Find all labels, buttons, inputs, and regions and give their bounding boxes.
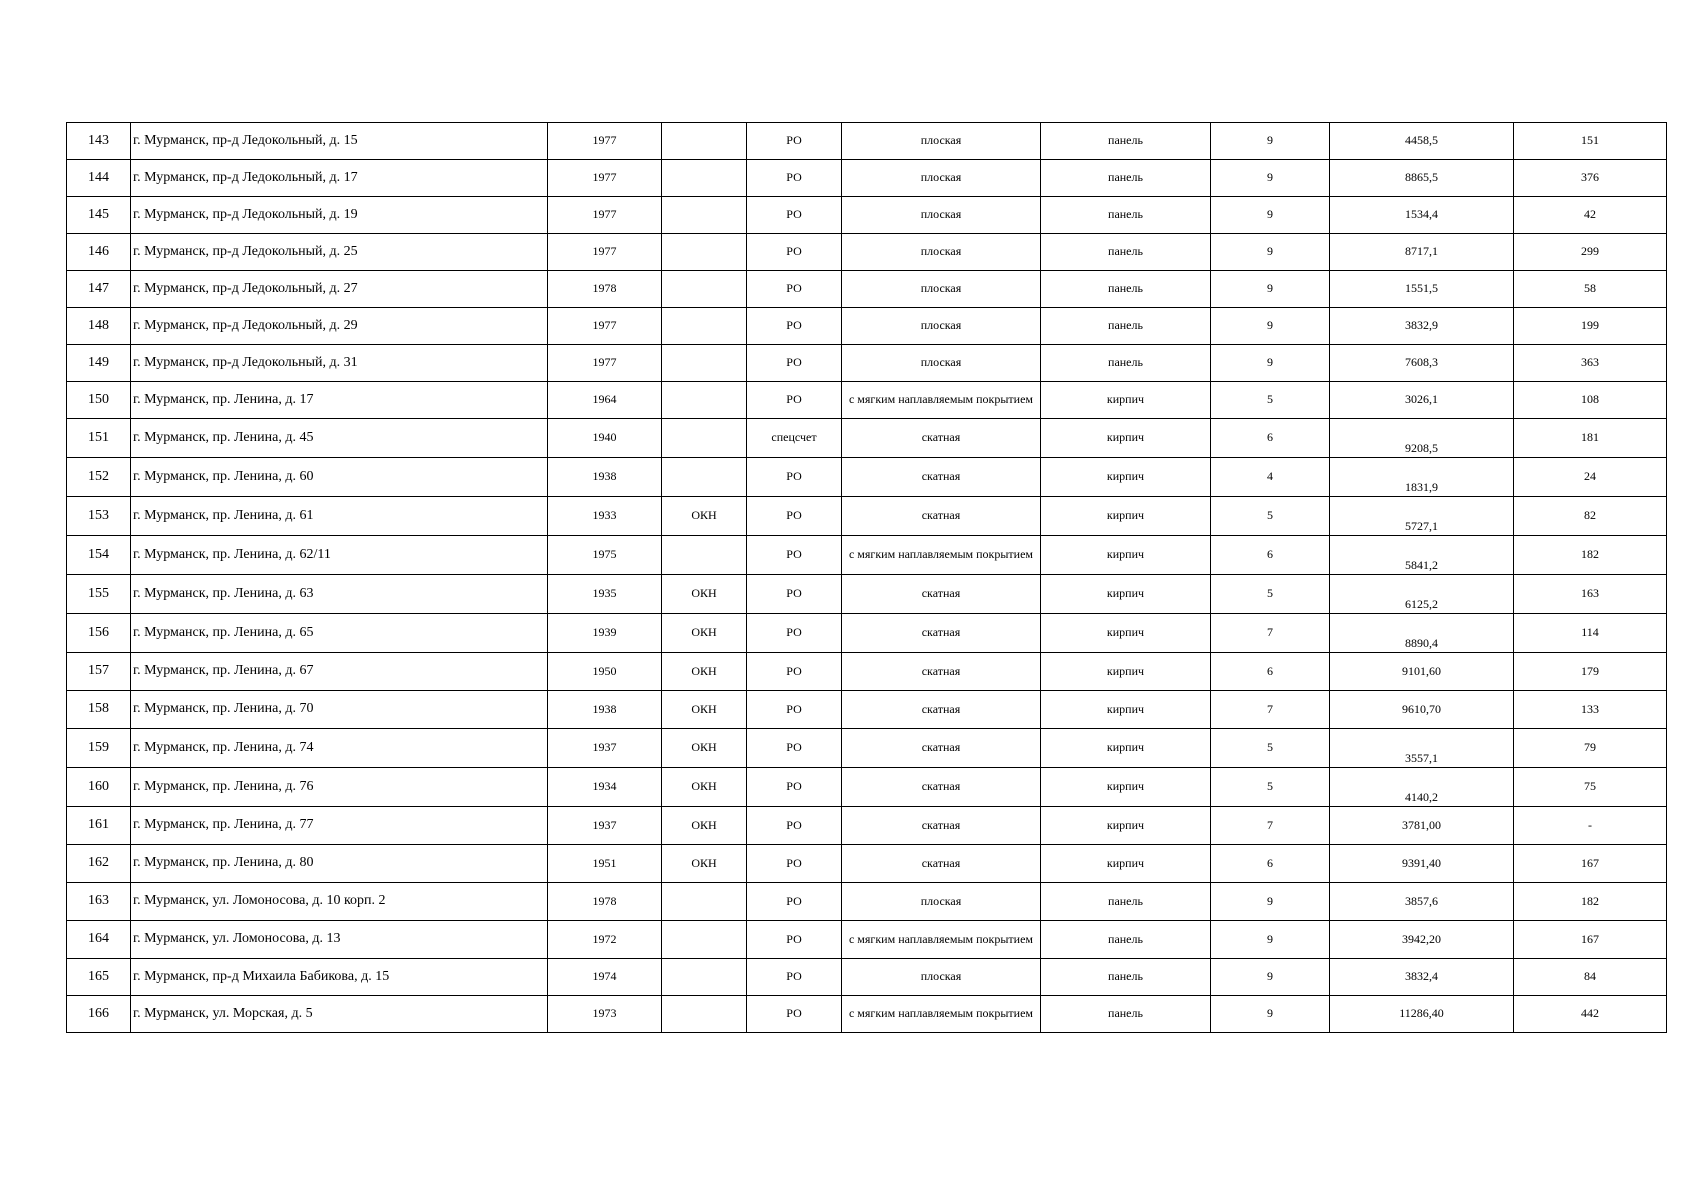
year-cell: 1978 bbox=[548, 271, 662, 308]
okn-cell bbox=[662, 996, 747, 1033]
address-cell: г. Мурманск, пр-д Михаила Бабикова, д. 15 bbox=[131, 959, 548, 996]
year-cell: 1940 bbox=[548, 419, 662, 458]
ro-cell: РО bbox=[747, 345, 842, 382]
table-row bbox=[67, 768, 1667, 807]
area-cell: 3832,9 bbox=[1330, 308, 1514, 345]
wall-material-cell: кирпич bbox=[1041, 458, 1211, 497]
ro-cell: РО bbox=[747, 845, 842, 883]
ro-cell: РО bbox=[747, 197, 842, 234]
roof-type-cell: скатная bbox=[842, 497, 1041, 536]
area-cell: 3857,6 bbox=[1330, 883, 1514, 921]
ro-cell: РО bbox=[747, 271, 842, 308]
row-number-cell: 155 bbox=[67, 575, 131, 614]
roof-type-cell: плоская bbox=[842, 123, 1041, 160]
row-number-cell: 157 bbox=[67, 653, 131, 691]
year-cell: 1977 bbox=[548, 234, 662, 271]
roof-type-cell: плоская bbox=[842, 197, 1041, 234]
year-cell: 1977 bbox=[548, 308, 662, 345]
year-cell: 1934 bbox=[548, 768, 662, 807]
ro-cell: РО bbox=[747, 123, 842, 160]
roof-type-cell: плоская bbox=[842, 160, 1041, 197]
row-number-cell: 158 bbox=[67, 691, 131, 729]
roof-type-cell: скатная bbox=[842, 653, 1041, 691]
okn-cell bbox=[662, 921, 747, 959]
wall-material-cell: панель bbox=[1041, 996, 1211, 1033]
count-cell: 163 bbox=[1514, 575, 1667, 614]
count-cell: 181 bbox=[1514, 419, 1667, 458]
row-number-cell: 144 bbox=[67, 160, 131, 197]
floors-cell: 9 bbox=[1211, 308, 1330, 345]
area-cell: 3942,20 bbox=[1330, 921, 1514, 959]
floors-cell: 9 bbox=[1211, 883, 1330, 921]
okn-cell: ОКН bbox=[662, 691, 747, 729]
count-cell: 79 bbox=[1514, 729, 1667, 768]
row-number-cell: 165 bbox=[67, 959, 131, 996]
ro-cell: РО bbox=[747, 959, 842, 996]
address-cell: г. Мурманск, пр-д Ледокольный, д. 15 bbox=[131, 123, 548, 160]
wall-material-cell: кирпич bbox=[1041, 729, 1211, 768]
count-cell: 108 bbox=[1514, 382, 1667, 419]
ro-cell: РО bbox=[747, 768, 842, 807]
year-cell: 1939 bbox=[548, 614, 662, 653]
count-cell: 167 bbox=[1514, 845, 1667, 883]
address-cell: г. Мурманск, ул. Ломоносова, д. 10 корп. 2 bbox=[131, 883, 548, 921]
count-cell: 42 bbox=[1514, 197, 1667, 234]
wall-material-cell: панель bbox=[1041, 959, 1211, 996]
row-number-cell: 163 bbox=[67, 883, 131, 921]
okn-cell bbox=[662, 345, 747, 382]
area-cell: 1534,4 bbox=[1330, 197, 1514, 234]
floors-cell: 9 bbox=[1211, 160, 1330, 197]
wall-material-cell: панель bbox=[1041, 883, 1211, 921]
wall-material-cell: панель bbox=[1041, 271, 1211, 308]
address-cell: г. Мурманск, пр. Ленина, д. 65 bbox=[131, 614, 548, 653]
floors-cell: 9 bbox=[1211, 271, 1330, 308]
table-row bbox=[67, 197, 1667, 234]
roof-type-cell: плоская bbox=[842, 345, 1041, 382]
count-cell: 442 bbox=[1514, 996, 1667, 1033]
roof-type-cell: скатная bbox=[842, 614, 1041, 653]
wall-material-cell: кирпич bbox=[1041, 807, 1211, 845]
floors-cell: 9 bbox=[1211, 123, 1330, 160]
row-number-cell: 156 bbox=[67, 614, 131, 653]
address-cell: г. Мурманск, пр. Ленина, д. 67 bbox=[131, 653, 548, 691]
row-number-cell: 150 bbox=[67, 382, 131, 419]
roof-type-cell: с мягким наплавляемым покрытием bbox=[842, 996, 1041, 1033]
ro-cell: РО bbox=[747, 308, 842, 345]
floors-cell: 9 bbox=[1211, 996, 1330, 1033]
housing-register-table bbox=[66, 122, 1667, 1033]
floors-cell: 9 bbox=[1211, 197, 1330, 234]
row-number-cell: 160 bbox=[67, 768, 131, 807]
ro-cell: РО bbox=[747, 575, 842, 614]
year-cell: 1964 bbox=[548, 382, 662, 419]
roof-type-cell: с мягким наплавляемым покрытием bbox=[842, 536, 1041, 575]
ro-cell: РО bbox=[747, 996, 842, 1033]
year-cell: 1977 bbox=[548, 197, 662, 234]
count-cell: 82 bbox=[1514, 497, 1667, 536]
table-row bbox=[67, 996, 1667, 1033]
okn-cell: ОКН bbox=[662, 807, 747, 845]
wall-material-cell: панель bbox=[1041, 123, 1211, 160]
ro-cell: РО bbox=[747, 807, 842, 845]
row-number-cell: 152 bbox=[67, 458, 131, 497]
roof-type-cell: плоская bbox=[842, 883, 1041, 921]
area-cell: 3557,1 bbox=[1330, 729, 1514, 768]
address-cell: г. Мурманск, пр. Ленина, д. 76 bbox=[131, 768, 548, 807]
address-cell: г. Мурманск, пр. Ленина, д. 77 bbox=[131, 807, 548, 845]
year-cell: 1972 bbox=[548, 921, 662, 959]
address-cell: г. Мурманск, пр. Ленина, д. 62/11 bbox=[131, 536, 548, 575]
count-cell: 75 bbox=[1514, 768, 1667, 807]
address-cell: г. Мурманск, пр. Ленина, д. 80 bbox=[131, 845, 548, 883]
wall-material-cell: кирпич bbox=[1041, 653, 1211, 691]
floors-cell: 9 bbox=[1211, 234, 1330, 271]
ro-cell: РО bbox=[747, 653, 842, 691]
year-cell: 1978 bbox=[548, 883, 662, 921]
floors-cell: 7 bbox=[1211, 691, 1330, 729]
year-cell: 1950 bbox=[548, 653, 662, 691]
row-number-cell: 146 bbox=[67, 234, 131, 271]
roof-type-cell: скатная bbox=[842, 729, 1041, 768]
roof-type-cell: скатная bbox=[842, 575, 1041, 614]
year-cell: 1938 bbox=[548, 691, 662, 729]
count-cell: 182 bbox=[1514, 536, 1667, 575]
table-row bbox=[67, 382, 1667, 419]
roof-type-cell: с мягким наплавляемым покрытием bbox=[842, 921, 1041, 959]
okn-cell bbox=[662, 271, 747, 308]
row-number-cell: 162 bbox=[67, 845, 131, 883]
year-cell: 1935 bbox=[548, 575, 662, 614]
okn-cell bbox=[662, 883, 747, 921]
address-cell: г. Мурманск, пр-д Ледокольный, д. 25 bbox=[131, 234, 548, 271]
table-row bbox=[67, 614, 1667, 653]
okn-cell bbox=[662, 458, 747, 497]
roof-type-cell: скатная bbox=[842, 691, 1041, 729]
floors-cell: 6 bbox=[1211, 536, 1330, 575]
ro-cell: РО bbox=[747, 234, 842, 271]
ro-cell: РО bbox=[747, 160, 842, 197]
row-number-cell: 161 bbox=[67, 807, 131, 845]
wall-material-cell: панель bbox=[1041, 345, 1211, 382]
wall-material-cell: кирпич bbox=[1041, 497, 1211, 536]
wall-material-cell: панель bbox=[1041, 234, 1211, 271]
row-number-cell: 154 bbox=[67, 536, 131, 575]
table-row bbox=[67, 807, 1667, 845]
table-row bbox=[67, 575, 1667, 614]
okn-cell bbox=[662, 382, 747, 419]
area-cell: 9610,70 bbox=[1330, 691, 1514, 729]
area-cell: 9101,60 bbox=[1330, 653, 1514, 691]
floors-cell: 4 bbox=[1211, 458, 1330, 497]
row-number-cell: 153 bbox=[67, 497, 131, 536]
year-cell: 1977 bbox=[548, 123, 662, 160]
count-cell: - bbox=[1514, 807, 1667, 845]
ro-cell: РО bbox=[747, 729, 842, 768]
floors-cell: 7 bbox=[1211, 807, 1330, 845]
floors-cell: 5 bbox=[1211, 575, 1330, 614]
table-row bbox=[67, 497, 1667, 536]
year-cell: 1951 bbox=[548, 845, 662, 883]
wall-material-cell: кирпич bbox=[1041, 536, 1211, 575]
okn-cell: ОКН bbox=[662, 729, 747, 768]
row-number-cell: 166 bbox=[67, 996, 131, 1033]
address-cell: г. Мурманск, пр. Ленина, д. 61 bbox=[131, 497, 548, 536]
table-row bbox=[67, 883, 1667, 921]
address-cell: г. Мурманск, пр. Ленина, д. 17 bbox=[131, 382, 548, 419]
wall-material-cell: панель bbox=[1041, 921, 1211, 959]
count-cell: 299 bbox=[1514, 234, 1667, 271]
table-row bbox=[67, 921, 1667, 959]
address-cell: г. Мурманск, пр. Ленина, д. 45 bbox=[131, 419, 548, 458]
wall-material-cell: панель bbox=[1041, 197, 1211, 234]
area-cell: 7608,3 bbox=[1330, 345, 1514, 382]
roof-type-cell: скатная bbox=[842, 458, 1041, 497]
floors-cell: 5 bbox=[1211, 729, 1330, 768]
okn-cell bbox=[662, 234, 747, 271]
wall-material-cell: кирпич bbox=[1041, 382, 1211, 419]
floors-cell: 6 bbox=[1211, 845, 1330, 883]
roof-type-cell: плоская bbox=[842, 234, 1041, 271]
table-row bbox=[67, 536, 1667, 575]
ro-cell: РО bbox=[747, 614, 842, 653]
floors-cell: 7 bbox=[1211, 614, 1330, 653]
count-cell: 182 bbox=[1514, 883, 1667, 921]
count-cell: 199 bbox=[1514, 308, 1667, 345]
area-cell: 3832,4 bbox=[1330, 959, 1514, 996]
count-cell: 133 bbox=[1514, 691, 1667, 729]
table-row bbox=[67, 345, 1667, 382]
wall-material-cell: кирпич bbox=[1041, 419, 1211, 458]
okn-cell bbox=[662, 536, 747, 575]
count-cell: 58 bbox=[1514, 271, 1667, 308]
address-cell: г. Мурманск, пр-д Ледокольный, д. 31 bbox=[131, 345, 548, 382]
okn-cell: ОКН bbox=[662, 497, 747, 536]
ro-cell: РО bbox=[747, 458, 842, 497]
ro-cell: РО bbox=[747, 382, 842, 419]
address-cell: г. Мурманск, пр-д Ледокольный, д. 17 bbox=[131, 160, 548, 197]
year-cell: 1937 bbox=[548, 729, 662, 768]
ro-cell: РО bbox=[747, 883, 842, 921]
wall-material-cell: панель bbox=[1041, 308, 1211, 345]
okn-cell bbox=[662, 160, 747, 197]
row-number-cell: 148 bbox=[67, 308, 131, 345]
row-number-cell: 164 bbox=[67, 921, 131, 959]
okn-cell bbox=[662, 123, 747, 160]
count-cell: 84 bbox=[1514, 959, 1667, 996]
count-cell: 24 bbox=[1514, 458, 1667, 497]
count-cell: 114 bbox=[1514, 614, 1667, 653]
okn-cell bbox=[662, 419, 747, 458]
okn-cell: ОКН bbox=[662, 768, 747, 807]
row-number-cell: 147 bbox=[67, 271, 131, 308]
floors-cell: 6 bbox=[1211, 653, 1330, 691]
okn-cell bbox=[662, 959, 747, 996]
wall-material-cell: панель bbox=[1041, 160, 1211, 197]
wall-material-cell: кирпич bbox=[1041, 691, 1211, 729]
floors-cell: 5 bbox=[1211, 768, 1330, 807]
address-cell: г. Мурманск, пр. Ленина, д. 70 bbox=[131, 691, 548, 729]
row-number-cell: 143 bbox=[67, 123, 131, 160]
year-cell: 1937 bbox=[548, 807, 662, 845]
table-row bbox=[67, 271, 1667, 308]
table-row bbox=[67, 419, 1667, 458]
table-row bbox=[67, 234, 1667, 271]
area-cell: 1831,9 bbox=[1330, 458, 1514, 497]
roof-type-cell: плоская bbox=[842, 271, 1041, 308]
address-cell: г. Мурманск, пр-д Ледокольный, д. 27 bbox=[131, 271, 548, 308]
okn-cell bbox=[662, 197, 747, 234]
table-row bbox=[67, 308, 1667, 345]
area-cell: 4140,2 bbox=[1330, 768, 1514, 807]
ro-cell: спецсчет bbox=[747, 419, 842, 458]
area-cell: 3026,1 bbox=[1330, 382, 1514, 419]
area-cell: 9391,40 bbox=[1330, 845, 1514, 883]
ro-cell: РО bbox=[747, 691, 842, 729]
floors-cell: 6 bbox=[1211, 419, 1330, 458]
row-number-cell: 145 bbox=[67, 197, 131, 234]
table-row bbox=[67, 845, 1667, 883]
count-cell: 376 bbox=[1514, 160, 1667, 197]
floors-cell: 9 bbox=[1211, 345, 1330, 382]
row-number-cell: 149 bbox=[67, 345, 131, 382]
ro-cell: РО bbox=[747, 921, 842, 959]
table-row bbox=[67, 160, 1667, 197]
table-body bbox=[67, 123, 1667, 1033]
address-cell: г. Мурманск, пр-д Ледокольный, д. 19 bbox=[131, 197, 548, 234]
address-cell: г. Мурманск, пр. Ленина, д. 63 bbox=[131, 575, 548, 614]
ro-cell: РО bbox=[747, 536, 842, 575]
okn-cell: ОКН bbox=[662, 575, 747, 614]
table-row bbox=[67, 959, 1667, 996]
address-cell: г. Мурманск, ул. Морская, д. 5 bbox=[131, 996, 548, 1033]
ro-cell: РО bbox=[747, 497, 842, 536]
year-cell: 1977 bbox=[548, 345, 662, 382]
floors-cell: 5 bbox=[1211, 497, 1330, 536]
address-cell: г. Мурманск, пр. Ленина, д. 60 bbox=[131, 458, 548, 497]
wall-material-cell: кирпич bbox=[1041, 575, 1211, 614]
wall-material-cell: кирпич bbox=[1041, 845, 1211, 883]
wall-material-cell: кирпич bbox=[1041, 614, 1211, 653]
row-number-cell: 151 bbox=[67, 419, 131, 458]
floors-cell: 9 bbox=[1211, 959, 1330, 996]
okn-cell bbox=[662, 308, 747, 345]
floors-cell: 9 bbox=[1211, 921, 1330, 959]
roof-type-cell: плоская bbox=[842, 308, 1041, 345]
area-cell: 1551,5 bbox=[1330, 271, 1514, 308]
roof-type-cell: плоская bbox=[842, 959, 1041, 996]
year-cell: 1938 bbox=[548, 458, 662, 497]
address-cell: г. Мурманск, пр. Ленина, д. 74 bbox=[131, 729, 548, 768]
table-row bbox=[67, 691, 1667, 729]
table-row bbox=[67, 458, 1667, 497]
year-cell: 1973 bbox=[548, 996, 662, 1033]
year-cell: 1975 bbox=[548, 536, 662, 575]
area-cell: 3781,00 bbox=[1330, 807, 1514, 845]
okn-cell: ОКН bbox=[662, 653, 747, 691]
roof-type-cell: скатная bbox=[842, 845, 1041, 883]
year-cell: 1974 bbox=[548, 959, 662, 996]
wall-material-cell: кирпич bbox=[1041, 768, 1211, 807]
floors-cell: 5 bbox=[1211, 382, 1330, 419]
count-cell: 179 bbox=[1514, 653, 1667, 691]
roof-type-cell: скатная bbox=[842, 768, 1041, 807]
count-cell: 151 bbox=[1514, 123, 1667, 160]
table-row bbox=[67, 729, 1667, 768]
area-cell: 11286,40 bbox=[1330, 996, 1514, 1033]
area-cell: 8717,1 bbox=[1330, 234, 1514, 271]
address-cell: г. Мурманск, пр-д Ледокольный, д. 29 bbox=[131, 308, 548, 345]
count-cell: 363 bbox=[1514, 345, 1667, 382]
area-cell: 9208,5 bbox=[1330, 419, 1514, 458]
area-cell: 4458,5 bbox=[1330, 123, 1514, 160]
roof-type-cell: скатная bbox=[842, 419, 1041, 458]
okn-cell: ОКН bbox=[662, 614, 747, 653]
okn-cell: ОКН bbox=[662, 845, 747, 883]
roof-type-cell: скатная bbox=[842, 807, 1041, 845]
area-cell: 8865,5 bbox=[1330, 160, 1514, 197]
year-cell: 1977 bbox=[548, 160, 662, 197]
count-cell: 167 bbox=[1514, 921, 1667, 959]
row-number-cell: 159 bbox=[67, 729, 131, 768]
area-cell: 8890,4 bbox=[1330, 614, 1514, 653]
roof-type-cell: с мягким наплавляемым покрытием bbox=[842, 382, 1041, 419]
table-row bbox=[67, 123, 1667, 160]
area-cell: 5727,1 bbox=[1330, 497, 1514, 536]
table-row bbox=[67, 653, 1667, 691]
area-cell: 6125,2 bbox=[1330, 575, 1514, 614]
address-cell: г. Мурманск, ул. Ломоносова, д. 13 bbox=[131, 921, 548, 959]
area-cell: 5841,2 bbox=[1330, 536, 1514, 575]
year-cell: 1933 bbox=[548, 497, 662, 536]
